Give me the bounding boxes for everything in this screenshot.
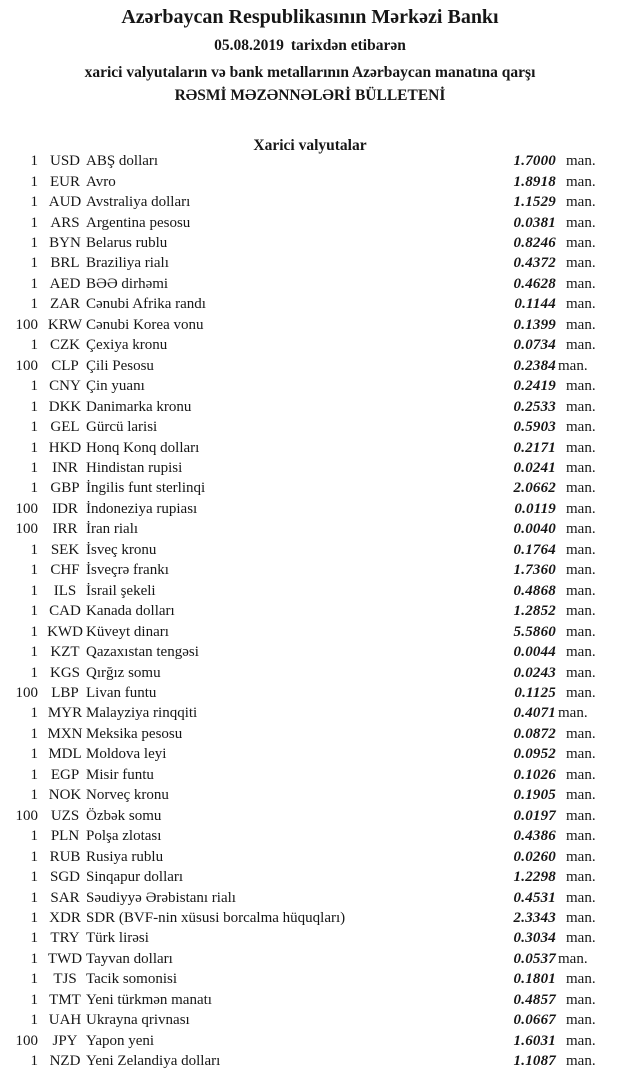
rate-row: [0, 622, 620, 642]
currency-name: Misir funtu: [86, 766, 154, 783]
currency-code: AUD: [48, 194, 82, 211]
quantity-cell: 1: [30, 1012, 38, 1029]
quantity-cell: 1: [30, 153, 38, 170]
unit-label: man.: [566, 275, 596, 292]
unit-label: man.: [566, 971, 596, 988]
rate-value: 0.4857: [513, 991, 556, 1008]
rate-row: [0, 499, 620, 519]
quantity-cell: 1: [30, 439, 38, 456]
unit-label: man.: [558, 357, 588, 374]
currency-name: Səudiyyə Ərəbistanı rialı: [86, 889, 236, 906]
rate-row: [0, 561, 620, 581]
rate-value: 2.3343: [513, 909, 556, 926]
rate-row: [0, 867, 620, 887]
currency-code: INR: [52, 460, 78, 477]
quantity-cell: 100: [15, 685, 38, 701]
rate-value: 0.1144: [514, 296, 556, 313]
rate-row: [0, 192, 620, 212]
unit-label: man.: [566, 194, 596, 211]
currency-code: IRR: [52, 521, 78, 538]
quantity-cell: 100: [15, 1032, 38, 1049]
currency-name: Honq Konq dolları: [86, 439, 200, 456]
currency-code: CHF: [50, 562, 80, 579]
quantity-cell: 100: [15, 316, 38, 333]
currency-name: Yeni Zelandiya dolları: [86, 1053, 221, 1070]
rate-value: 0.0667: [513, 1012, 556, 1029]
currency-code: ZAR: [50, 296, 80, 313]
unit-label: man.: [566, 787, 596, 804]
currency-name: Küveyt dinarı: [86, 623, 169, 640]
rate-row: [0, 1031, 620, 1051]
quantity-cell: 100: [15, 357, 38, 374]
rate-value: 0.4531: [513, 889, 556, 906]
rate-row: [0, 663, 620, 683]
currency-name: Hindistan rupisi: [86, 460, 183, 477]
unit-label: man.: [566, 398, 596, 415]
rate-row: [0, 458, 620, 478]
unit-label: man.: [566, 991, 596, 1008]
rate-value: 1.7000: [513, 153, 556, 170]
quantity-cell: 1: [30, 460, 38, 477]
rate-value: 0.4628: [513, 275, 556, 292]
rate-row: [0, 683, 620, 703]
rate-row: [0, 970, 620, 990]
rate-value: 0.0872: [513, 725, 556, 742]
currency-code: KGS: [49, 664, 80, 681]
currency-name: Qazaxıstan tengəsi: [86, 644, 199, 661]
rate-row: [0, 786, 620, 806]
currency-name: Moldova leyi: [86, 746, 167, 763]
unit-label: man.: [566, 828, 596, 845]
rate-value: 0.2384: [513, 357, 556, 374]
currency-code: TJS: [53, 971, 77, 988]
unit-label: man.: [566, 541, 596, 558]
rate-value: 0.1399: [513, 316, 556, 333]
unit-label: man.: [566, 746, 596, 763]
currency-code: SGD: [49, 869, 80, 886]
currency-name: Çili Pesosu: [86, 357, 154, 374]
rate-value: 1.2852: [513, 603, 556, 620]
rate-value: 0.1125: [514, 685, 556, 701]
rate-value: 1.1529: [513, 194, 556, 211]
rate-value: 1.2298: [513, 869, 556, 886]
unit-label: man.: [566, 889, 596, 906]
quantity-cell: 1: [30, 214, 38, 231]
quantity-cell: 1: [30, 991, 38, 1008]
currency-name: Yeni türkmən manatı: [86, 991, 212, 1008]
rate-row: [0, 765, 620, 785]
rate-value: 0.2419: [513, 378, 556, 395]
rate-row: [0, 315, 620, 335]
currency-name: Kanada dolları: [86, 603, 175, 620]
rate-value: 0.0040: [513, 521, 556, 538]
rate-row: [0, 233, 620, 253]
currency-name: Çexiya kronu: [86, 337, 168, 354]
rate-row: [0, 397, 620, 417]
bank-name-title: Azərbaycan Respublikasının Mərkəzi Bankı: [121, 6, 499, 28]
rate-row: [0, 356, 620, 376]
quantity-cell: 100: [15, 807, 38, 824]
unit-label: man.: [566, 766, 596, 783]
rate-row: [0, 1051, 620, 1071]
currency-code: EUR: [50, 173, 80, 190]
currency-code: MYR: [47, 705, 83, 722]
unit-label: man.: [566, 378, 596, 395]
currency-code: MDL: [48, 746, 82, 763]
rate-value: 0.0044: [513, 644, 556, 661]
quantity-cell: 1: [30, 950, 38, 967]
currency-code: TMT: [49, 991, 81, 1008]
unit-label: man.: [566, 869, 596, 886]
quantity-cell: 1: [30, 664, 38, 681]
currency-code: SEK: [50, 541, 80, 558]
currency-name: Braziliya rialı: [86, 255, 169, 272]
rate-row: [0, 254, 620, 274]
rate-value: 0.1026: [513, 766, 556, 783]
currency-name: Meksika pesosu: [86, 725, 183, 742]
currency-name: İsveç kronu: [86, 541, 157, 558]
quantity-cell: 1: [30, 909, 38, 926]
rate-row: [0, 704, 620, 724]
quantity-cell: 1: [30, 889, 38, 906]
quantity-cell: 1: [30, 378, 38, 395]
rate-value: 0.0952: [513, 746, 556, 763]
rate-value: 1.7360: [513, 562, 556, 579]
currency-name: ABŞ dolları: [86, 153, 159, 170]
unit-label: man.: [566, 296, 596, 313]
unit-label: man.: [566, 848, 596, 865]
rate-value: 2.0662: [513, 480, 556, 497]
rate-row: [0, 213, 620, 233]
currency-code: IDR: [52, 500, 78, 517]
rate-value: 0.3034: [513, 930, 556, 947]
unit-label: man.: [566, 623, 596, 640]
currency-code: MXN: [47, 725, 83, 742]
rate-row: [0, 172, 620, 192]
currency-name: Sinqapur dolları: [86, 869, 184, 886]
quantity-cell: 1: [30, 541, 38, 558]
quantity-cell: 100: [15, 521, 38, 538]
effective-date: 05.08.2019: [214, 37, 284, 54]
rate-row: [0, 745, 620, 765]
rate-row: [0, 540, 620, 560]
quantity-cell: 1: [30, 705, 38, 722]
currency-code: TRY: [50, 930, 80, 947]
unit-label: man.: [566, 500, 596, 517]
unit-label: man.: [566, 419, 596, 436]
rate-row: [0, 376, 620, 396]
rate-value: 0.0241: [513, 460, 556, 477]
bulletin-title: RƏSMİ MƏZƏNNƏLƏRİ BÜLLETENİ: [174, 87, 446, 104]
quantity-cell: 1: [30, 398, 38, 415]
currency-code: SAR: [50, 889, 80, 906]
quantity-cell: 1: [30, 419, 38, 436]
rate-row: [0, 479, 620, 499]
unit-label: man.: [566, 235, 596, 252]
rate-value: 0.4386: [513, 828, 556, 845]
currency-name: SDR (BVF-nin xüsusi borcalma hüquqları): [86, 909, 346, 926]
quantity-cell: 1: [30, 746, 38, 763]
rate-value: 0.0243: [513, 664, 556, 681]
unit-label: man.: [566, 930, 596, 947]
quantity-cell: 100: [15, 500, 38, 517]
rate-row: [0, 520, 620, 540]
currency-code: GBP: [50, 480, 80, 497]
currency-name: Tacik somonisi: [86, 971, 178, 988]
rate-value: 0.0260: [513, 848, 556, 865]
quantity-cell: 1: [30, 582, 38, 599]
currency-code: CZK: [50, 337, 80, 354]
currency-code: UZS: [50, 807, 80, 824]
rate-value: 1.8918: [513, 173, 556, 190]
currency-name: BƏƏ dirhəmi: [86, 275, 169, 292]
currency-code: NZD: [49, 1053, 81, 1070]
rate-value: 5.5860: [513, 623, 556, 640]
currency-code: XDR: [49, 909, 81, 926]
unit-label: man.: [566, 664, 596, 681]
currency-code: GEL: [50, 419, 80, 436]
quantity-cell: 1: [30, 255, 38, 272]
currency-code: BRL: [50, 255, 80, 272]
quantity-cell: 1: [30, 173, 38, 190]
unit-label: man.: [566, 603, 596, 620]
currency-code: ARS: [50, 214, 80, 231]
rate-row: [0, 642, 620, 662]
quantity-cell: 1: [30, 337, 38, 354]
rate-value: 0.4071: [513, 705, 556, 722]
rate-row: [0, 438, 620, 458]
rate-value: 0.0119: [514, 500, 556, 517]
rate-value: 0.0381: [513, 214, 556, 231]
rate-row: [0, 949, 620, 969]
quantity-cell: 1: [30, 848, 38, 865]
unit-label: man.: [566, 521, 596, 538]
currency-name: Cənubi Afrika randı: [86, 296, 206, 313]
quantity-cell: 1: [30, 766, 38, 783]
rate-value: 0.0197: [513, 807, 556, 824]
rate-row: [0, 274, 620, 294]
unit-label: man.: [558, 950, 588, 967]
unit-label: man.: [566, 480, 596, 497]
currency-name: Qırğız somu: [86, 664, 161, 681]
unit-label: man.: [558, 705, 588, 722]
rate-row: [0, 806, 620, 826]
unit-label: man.: [566, 1012, 596, 1029]
unit-label: man.: [566, 807, 596, 824]
currency-code: KRW: [47, 316, 83, 333]
rate-row: [0, 847, 620, 867]
currency-code: DKK: [48, 398, 82, 415]
unit-label: man.: [566, 460, 596, 477]
rate-row: [0, 152, 620, 172]
currency-code: USD: [49, 153, 80, 170]
quantity-cell: 1: [30, 971, 38, 988]
unit-label: man.: [566, 582, 596, 599]
currency-code: HKD: [48, 439, 82, 456]
currency-name: Yapon yeni: [86, 1032, 155, 1049]
rate-row: [0, 990, 620, 1010]
unit-label: man.: [566, 909, 596, 926]
rate-value: 0.8246: [513, 235, 556, 252]
rate-value: 0.1764: [513, 541, 556, 558]
currency-name: Rusiya rublu: [86, 848, 164, 865]
unit-label: man.: [566, 725, 596, 742]
currency-code: TWD: [47, 950, 83, 967]
currency-code: NOK: [48, 787, 82, 804]
currency-code: CAD: [49, 603, 81, 620]
currency-name: Cənubi Korea vonu: [86, 316, 204, 333]
unit-label: man.: [566, 562, 596, 579]
quantity-cell: 1: [30, 930, 38, 947]
quantity-cell: 1: [30, 296, 38, 313]
rate-value: 1.6031: [513, 1032, 556, 1049]
currency-name: Belarus rublu: [86, 235, 168, 252]
rate-row: [0, 417, 620, 437]
rate-row: [0, 929, 620, 949]
currency-code: CLP: [51, 357, 79, 374]
currency-code: RUB: [49, 848, 81, 865]
currency-code: LBP: [51, 685, 79, 701]
currency-name: İsveçrə frankı: [86, 562, 169, 579]
rate-value: 0.5903: [513, 419, 556, 436]
rate-value: 0.0734: [513, 337, 556, 354]
currency-name: Gürcü larisi: [86, 419, 158, 436]
rate-row: [0, 724, 620, 744]
quantity-cell: 1: [30, 869, 38, 886]
currency-name: Çin yuanı: [86, 378, 145, 395]
currency-name: Danimarka kronu: [86, 398, 192, 415]
currency-code: EGP: [50, 766, 80, 783]
rate-value: 1.1087: [513, 1053, 556, 1070]
currency-name: Türk lirəsi: [86, 930, 149, 947]
currency-name: Avro: [86, 173, 116, 190]
unit-label: man.: [566, 214, 596, 231]
unit-label: man.: [566, 644, 596, 661]
section-title-foreign-currencies: Xarici valyutalar: [253, 137, 367, 154]
currency-code: KWD: [47, 623, 83, 640]
quantity-cell: 1: [30, 623, 38, 640]
currency-code: JPY: [52, 1032, 78, 1049]
rate-value: 0.0537: [513, 950, 556, 967]
quantity-cell: 1: [30, 194, 38, 211]
rate-row: [0, 336, 620, 356]
unit-label: man.: [566, 439, 596, 456]
rate-value: 0.1801: [513, 971, 556, 988]
currency-name: Ukrayna qrivnası: [86, 1012, 190, 1029]
effective-date-line: [0, 37, 620, 55]
currency-name: Özbək somu: [86, 807, 162, 824]
quantity-cell: 1: [30, 725, 38, 742]
quantity-cell: 1: [30, 480, 38, 497]
currency-name: Livan funtu: [86, 685, 157, 701]
quantity-cell: 1: [30, 235, 38, 252]
rate-value: 0.1905: [513, 787, 556, 804]
unit-label: man.: [566, 316, 596, 333]
effective-date-suffix: tarixdən etibarən: [290, 37, 406, 54]
rate-value: 0.2533: [513, 398, 556, 415]
currency-name: İran rialı: [86, 521, 139, 538]
rate-value: 0.4372: [513, 255, 556, 272]
rate-row: [0, 581, 620, 601]
currency-code: AED: [49, 275, 81, 292]
rate-row: [0, 908, 620, 928]
quantity-cell: 1: [30, 1053, 38, 1070]
rate-row: [0, 1011, 620, 1031]
quantity-cell: 1: [30, 787, 38, 804]
currency-code: UAH: [48, 1012, 82, 1029]
unit-label: man.: [566, 337, 596, 354]
currency-name: İngilis funt sterlinqi: [86, 480, 206, 497]
currency-name: Malayziya rinqqiti: [86, 705, 198, 722]
unit-label: man.: [566, 153, 596, 170]
quantity-cell: 1: [30, 603, 38, 620]
rate-row: [0, 601, 620, 621]
rate-row: [0, 826, 620, 846]
bulletin-header: [0, 0, 620, 105]
currency-code: BYN: [49, 235, 81, 252]
currency-name: Argentina pesosu: [86, 214, 191, 231]
quantity-cell: 1: [30, 275, 38, 292]
currency-name: Norveç kronu: [86, 787, 169, 804]
unit-label: man.: [566, 1032, 596, 1049]
rate-row: [0, 295, 620, 315]
unit-label: man.: [566, 685, 596, 701]
rate-row: [0, 888, 620, 908]
unit-label: man.: [566, 1053, 596, 1070]
currency-name: İsrail şekeli: [86, 582, 156, 599]
unit-label: man.: [566, 173, 596, 190]
rate-value: 0.2171: [513, 439, 556, 456]
currency-code: ILS: [53, 582, 77, 599]
rates-table: [0, 152, 620, 1072]
currency-code: KZT: [50, 644, 80, 661]
bulletin-subtitle: xarici valyutaların və bank metallarının Azərbaycan manatına qarşı: [84, 64, 536, 81]
currency-code: PLN: [50, 828, 80, 845]
currency-name: Tayvan dolları: [86, 950, 173, 967]
currency-name: Polşa zlotası: [86, 828, 162, 845]
quantity-cell: 1: [30, 562, 38, 579]
unit-label: man.: [566, 255, 596, 272]
currency-code: CNY: [49, 378, 81, 395]
quantity-cell: 1: [30, 828, 38, 845]
currency-name: İndoneziya rupiası: [86, 500, 198, 517]
currency-name: Avstraliya dolları: [86, 194, 191, 211]
quantity-cell: 1: [30, 644, 38, 661]
rate-value: 0.4868: [513, 582, 556, 599]
